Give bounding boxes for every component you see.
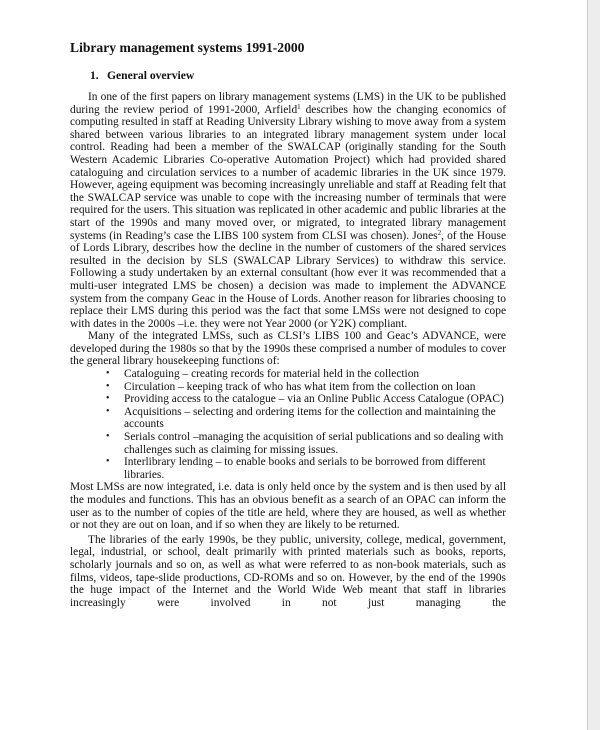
- functions-list: [70, 368, 506, 481]
- section-number: 1.: [90, 69, 99, 82]
- list-item: [106, 431, 506, 456]
- list-item-text: Providing access to the catalogue – via an Online Public Access Catalogue (OPAC): [124, 393, 504, 406]
- paragraph-intro: [70, 91, 506, 330]
- section-heading: [90, 69, 506, 83]
- bullet-icon: •: [106, 393, 110, 405]
- bullet-icon: •: [106, 368, 110, 380]
- paragraph-modules: Many of the integrated LMSs, such as CLSI’s LIBS 100 and Geac’s ADVANCE, were developed during the 1980s so that by the 1990s these comprised a number of modules to cover the general library housekeeping functions of:: [70, 330, 506, 368]
- list-item: [106, 380, 506, 394]
- section-title: General overview: [107, 69, 195, 82]
- list-item: [106, 368, 506, 381]
- bullet-icon: •: [106, 405, 110, 417]
- paragraph-intro-part-b: describes how the changing economics of computing resulted in staff at Reading University Library wishing to move away from a system shared between various libraries to an integrated library management system under local control. Reading had been a member of the SWALCAP (originally standing for the South Western Academic Libraries Co-operative Automation Project) which had provided shared cataloguing and circulation services to a number of academic libraries in the UK since 1979. However, ageing equipment was becoming increasingly unreliable and staff at Reading felt that the SWALCAP service was unable to cope with the increasing number of terminals that were required for the users. This situation was replicated in other academic and public libraries at the start of the 1990s and many moved over, or migrated, to integrated library management systems (in Reading’s case the LIBS 100 system from CLSI was chosen). Jones: [70, 103, 506, 242]
- list-item: [106, 405, 506, 431]
- document-body: [70, 40, 506, 609]
- list-item-text: Acquisitions – selecting and ordering items for the collection and maintaining the accounts: [124, 405, 496, 431]
- list-item: [106, 393, 506, 406]
- bullet-icon: •: [106, 431, 110, 443]
- footnote-ref-1[interactable]: 1: [297, 102, 301, 111]
- list-item-text: Circulation – keeping track of who has what item from the collection on loan: [124, 380, 476, 393]
- bullet-icon: •: [106, 380, 110, 392]
- list-item-text: Serials control –managing the acquisition of serial publications and so dealing with challenges such as claiming for missing issues.: [124, 431, 504, 456]
- paragraph-intro-part-a: In one of the first papers on library management systems (LMS) in the UK to be published during the review period of 1991-2000, Arfield: [70, 91, 506, 116]
- document-title: Library management systems 1991-2000: [70, 40, 305, 55]
- paragraph-intro-part-c: , of the House of Lords Library, describes how the decline in the number of customers of the shared services resulted in the decision by SLS (SWALCAP Library Services) to withdraw this service. Following a study undertaken by an external consultant (how ever it was recommended that a multi-user integrated LMS be chosen) a decision was made to implement the ADVANCE system from the company Geac in the House of Lords. Another reason for libraries choosing to replace their LMS during this period was the fact that some LMSs were not designed to cope with dates in the 2000s –i.e. they were not Year 2000 (or Y2K) compliant.: [70, 229, 506, 330]
- list-item-text: Cataloguing – creating records for material held in the collection: [124, 368, 420, 381]
- footnote-ref-2[interactable]: 2: [437, 228, 442, 237]
- bullet-icon: •: [106, 456, 110, 468]
- paragraph-libraries-1990s: The libraries of the early 1990s, be they public, university, college, medical, government, legal, industrial, or school, dealt primarily with printed materials such as books, reports, scholarly journals and so on, as well as what were referred to as non-book materials, such as films, videos, tape-slide productions, CD-ROMs and so on. However, by the end of the 1990s the huge impact of the Internet and the World Wide Web meant that staff in libraries increasingly were involved in not just managing the: [70, 533, 506, 609]
- list-item: [106, 456, 506, 481]
- list-item-text: Interlibrary lending – to enable books and serials to be borrowed from different libraries.: [124, 456, 486, 481]
- paragraph-integrated: Most LMSs are now integrated, i.e. data is only held once by the system and is then used by all the modules and functions. This has an obvious benefit as a search of an OPAC can inform the user as to the number of copies of the title are held, where they are housed, as well as whether or not they are out on loan, and if so when they are likely to be returned.: [70, 481, 506, 532]
